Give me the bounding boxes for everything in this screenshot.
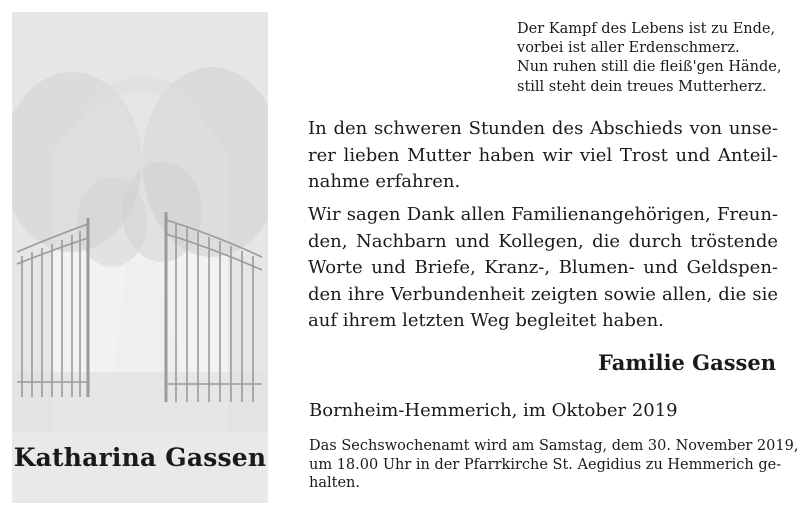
service-notice (309, 437, 799, 493)
thanks-paragraph-1 (308, 116, 778, 196)
poem-line: vorbei ist aller Erdenschmerz. (517, 40, 740, 57)
cemetery-gate-illustration (12, 12, 268, 432)
text-line: nahme erfahren. (308, 171, 461, 192)
family-signature: Familie Gassen (597, 350, 776, 375)
text-line: Wir sagen Dank allen Familienangehörigen, Freun- (308, 204, 778, 225)
text-line: Das Sechswochenamt wird am Samstag, dem 30. November 2019, (309, 438, 799, 454)
text-line: In den schweren Stunden des Abschieds von unse- (308, 118, 778, 139)
thanks-paragraph-2 (308, 202, 778, 335)
memorial-photo-panel (12, 12, 268, 503)
place-date: Bornheim-Hemmerich, im Oktober 2019 (309, 400, 678, 421)
poem-line: Der Kampf des Lebens ist zu Ende, (517, 21, 776, 37)
poem-line: Nun ruhen still die fleiß'gen Hände, (517, 59, 782, 76)
text-line: um 18.00 Uhr in der Pfarrkirche St. Aegidius zu Hemmerich ge- (309, 456, 782, 473)
text-line: auf ihrem letzten Weg begleitet haben. (308, 310, 664, 331)
text-line: den ihre Verbundenheit zeigten sowie allen, die sie (308, 283, 778, 305)
memorial-poem (517, 20, 787, 97)
text-line: Worte und Briefe, Kranz-, Blumen- und Geldspen- (308, 257, 778, 278)
deceased-name: Katharina Gassen (13, 443, 267, 472)
text-line: den, Nachbarn und Kollegen, die durch tröstende (308, 230, 778, 252)
poem-line: still steht dein treues Mutterherz. (517, 78, 767, 95)
text-line: rer lieben Mutter haben wir viel Trost und Anteil- (308, 144, 778, 166)
text-line: halten. (309, 475, 360, 492)
